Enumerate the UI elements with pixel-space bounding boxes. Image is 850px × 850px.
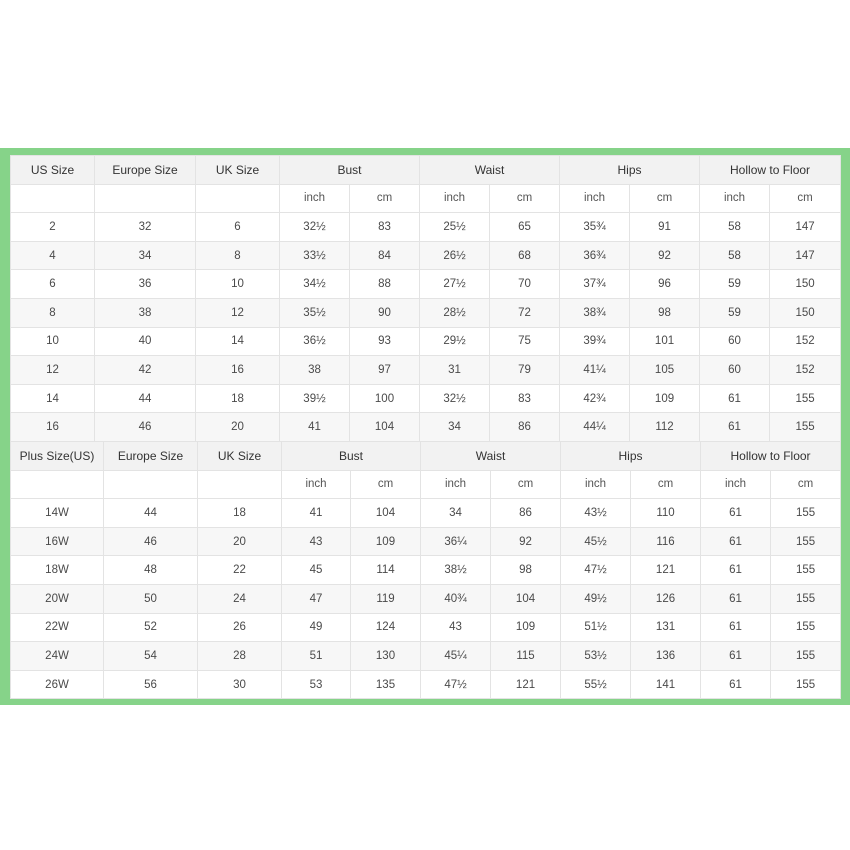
size-chart-panel [10,155,840,698]
table-row [11,327,841,356]
table-cell: 60 [700,327,770,356]
table-cell: 20 [198,527,282,556]
unit-label: inch [282,470,351,499]
table-cell: 34 [421,499,491,528]
column-header: Europe Size [104,442,198,471]
unit-label: inch [701,470,771,499]
table-cell: 59 [700,270,770,299]
table-row [11,584,841,613]
table-cell: 47½ [561,556,631,585]
table-cell: 42¾ [560,384,630,413]
table-cell: 34 [95,241,196,270]
table-cell: 155 [771,527,841,556]
table-cell: 155 [771,670,841,699]
empty-cell [104,470,198,499]
table-cell: 10 [196,270,280,299]
table-cell: 115 [491,642,561,671]
table-cell: 46 [95,413,196,442]
table-cell: 25½ [420,213,490,242]
unit-label: inch [561,470,631,499]
table-cell: 93 [350,327,420,356]
table-cell: 35½ [280,298,350,327]
table-cell: 50 [104,584,198,613]
table-cell: 45 [282,556,351,585]
table-cell: 65 [490,213,560,242]
size-chart-frame [0,148,850,705]
table-cell: 110 [631,499,701,528]
table-cell: 32½ [420,384,490,413]
table-cell: 105 [630,356,700,385]
table-cell: 34 [420,413,490,442]
table-cell: 38 [95,298,196,327]
table-cell: 37¾ [560,270,630,299]
table-cell: 61 [701,584,771,613]
table-cell: 39½ [280,384,350,413]
table-row [11,413,841,442]
table-cell: 18 [198,499,282,528]
table-cell: 29½ [420,327,490,356]
table-cell: 116 [631,527,701,556]
table-cell: 70 [490,270,560,299]
table-cell: 155 [771,556,841,585]
table-cell: 119 [351,584,421,613]
table-cell: 45½ [561,527,631,556]
empty-cell [196,184,280,213]
table-cell: 43 [421,613,491,642]
table-cell: 135 [351,670,421,699]
table-cell: 86 [490,413,560,442]
column-header: Hollow to Floor [701,442,841,471]
table-cell: 61 [700,384,770,413]
table-cell: 36¾ [560,241,630,270]
table-cell: 47 [282,584,351,613]
table-cell: 38½ [421,556,491,585]
table-cell: 39¾ [560,327,630,356]
table-cell: 41 [280,413,350,442]
table-cell: 14W [11,499,104,528]
table-cell: 36 [95,270,196,299]
table-cell: 14 [196,327,280,356]
table-cell: 98 [491,556,561,585]
table-cell: 91 [630,213,700,242]
column-header: UK Size [196,156,280,185]
table-cell: 52 [104,613,198,642]
table-cell: 147 [770,213,841,242]
table-cell: 20W [11,584,104,613]
table-cell: 109 [351,527,421,556]
unit-label: inch [560,184,630,213]
table-cell: 16 [11,413,95,442]
table-cell: 86 [491,499,561,528]
table-cell: 30 [198,670,282,699]
table-cell: 97 [350,356,420,385]
table-cell: 147 [770,241,841,270]
table-cell: 61 [700,413,770,442]
table-cell: 90 [350,298,420,327]
column-header: Hips [561,442,701,471]
table-cell: 84 [350,241,420,270]
table-cell: 44¼ [560,413,630,442]
table-cell: 53½ [561,642,631,671]
unit-label: cm [350,184,420,213]
empty-cell [198,470,282,499]
table-cell: 121 [491,670,561,699]
table-cell: 35¾ [560,213,630,242]
table-cell: 31 [420,356,490,385]
unit-label: cm [630,184,700,213]
column-header: Waist [420,156,560,185]
column-header: Waist [421,442,561,471]
column-header: Europe Size [95,156,196,185]
table-cell: 58 [700,241,770,270]
table-cell: 68 [490,241,560,270]
unit-label: cm [491,470,561,499]
table-cell: 61 [701,642,771,671]
table-cell: 75 [490,327,560,356]
column-header: Bust [282,442,421,471]
table-cell: 83 [350,213,420,242]
table-cell: 38 [280,356,350,385]
table-cell: 49½ [561,584,631,613]
table-cell: 32 [95,213,196,242]
table-cell: 46 [104,527,198,556]
table-cell: 36¼ [421,527,491,556]
unit-label: cm [770,184,841,213]
table-cell: 126 [631,584,701,613]
unit-label: cm [351,470,421,499]
table-row [11,298,841,327]
table-cell: 61 [701,527,771,556]
table-cell: 130 [351,642,421,671]
table-cell: 112 [630,413,700,442]
table-row [11,270,841,299]
table-row [11,499,841,528]
unit-row [11,470,841,499]
table-cell: 10 [11,327,95,356]
table-cell: 12 [196,298,280,327]
table-cell: 141 [631,670,701,699]
table-cell: 4 [11,241,95,270]
table-cell: 24W [11,642,104,671]
table-cell: 18W [11,556,104,585]
table-cell: 32½ [280,213,350,242]
table-cell: 16 [196,356,280,385]
us-size-table [10,155,841,442]
table-cell: 49 [282,613,351,642]
table-row [11,527,841,556]
table-row [11,384,841,413]
table-cell: 61 [701,556,771,585]
table-cell: 152 [770,327,841,356]
table-cell: 27½ [420,270,490,299]
column-header: Bust [280,156,420,185]
table-cell: 8 [196,241,280,270]
table-row [11,670,841,699]
table-cell: 41 [282,499,351,528]
table-cell: 33½ [280,241,350,270]
table-row [11,613,841,642]
table-cell: 22W [11,613,104,642]
unit-label: inch [420,184,490,213]
table-cell: 51½ [561,613,631,642]
table-cell: 155 [770,413,841,442]
table-cell: 79 [490,356,560,385]
table-cell: 152 [770,356,841,385]
table-cell: 2 [11,213,95,242]
table-cell: 88 [350,270,420,299]
table-cell: 98 [630,298,700,327]
table-cell: 60 [700,356,770,385]
table-cell: 41¼ [560,356,630,385]
table-cell: 28½ [420,298,490,327]
table-cell: 20 [196,413,280,442]
table-cell: 150 [770,270,841,299]
plus-size-table [10,441,841,699]
header-row [11,156,841,185]
table-cell: 26W [11,670,104,699]
table-row [11,241,841,270]
table-cell: 114 [351,556,421,585]
empty-cell [11,184,95,213]
table-row [11,556,841,585]
table-cell: 16W [11,527,104,556]
unit-label: cm [490,184,560,213]
empty-cell [95,184,196,213]
table-cell: 61 [701,499,771,528]
table-cell: 121 [631,556,701,585]
table-row [11,356,841,385]
unit-row [11,184,841,213]
table-cell: 100 [350,384,420,413]
table-cell: 59 [700,298,770,327]
table-cell: 109 [491,613,561,642]
table-cell: 8 [11,298,95,327]
table-cell: 6 [11,270,95,299]
table-cell: 14 [11,384,95,413]
table-cell: 12 [11,356,95,385]
table-cell: 155 [771,613,841,642]
table-cell: 92 [630,241,700,270]
table-cell: 28 [198,642,282,671]
table-cell: 45¼ [421,642,491,671]
table-cell: 155 [771,642,841,671]
unit-label: inch [700,184,770,213]
table-cell: 58 [700,213,770,242]
table-cell: 40¾ [421,584,491,613]
table-cell: 155 [771,499,841,528]
table-cell: 155 [771,584,841,613]
table-cell: 38¾ [560,298,630,327]
unit-label: cm [631,470,701,499]
table-cell: 48 [104,556,198,585]
table-cell: 36½ [280,327,350,356]
table-cell: 6 [196,213,280,242]
column-header: Hips [560,156,700,185]
table-cell: 55½ [561,670,631,699]
table-cell: 83 [490,384,560,413]
column-header: Plus Size(US) [11,442,104,471]
table-cell: 109 [630,384,700,413]
empty-cell [11,470,104,499]
table-cell: 44 [104,499,198,528]
table-cell: 96 [630,270,700,299]
table-cell: 72 [490,298,560,327]
table-cell: 136 [631,642,701,671]
table-cell: 150 [770,298,841,327]
table-cell: 104 [491,584,561,613]
table-cell: 43½ [561,499,631,528]
table-cell: 61 [701,613,771,642]
header-row [11,442,841,471]
table-cell: 54 [104,642,198,671]
table-cell: 26 [198,613,282,642]
table-cell: 18 [196,384,280,413]
table-cell: 53 [282,670,351,699]
table-cell: 43 [282,527,351,556]
table-cell: 155 [770,384,841,413]
unit-label: inch [280,184,350,213]
table-cell: 56 [104,670,198,699]
table-cell: 40 [95,327,196,356]
table-cell: 101 [630,327,700,356]
column-header: UK Size [198,442,282,471]
unit-label: cm [771,470,841,499]
column-header: US Size [11,156,95,185]
unit-label: inch [421,470,491,499]
table-cell: 51 [282,642,351,671]
table-cell: 44 [95,384,196,413]
table-cell: 34½ [280,270,350,299]
table-cell: 24 [198,584,282,613]
table-cell: 124 [351,613,421,642]
table-cell: 104 [351,499,421,528]
table-cell: 22 [198,556,282,585]
table-cell: 42 [95,356,196,385]
table-cell: 131 [631,613,701,642]
table-row [11,642,841,671]
column-header: Hollow to Floor [700,156,841,185]
table-cell: 47½ [421,670,491,699]
table-cell: 61 [701,670,771,699]
table-row [11,213,841,242]
table-cell: 92 [491,527,561,556]
table-cell: 104 [350,413,420,442]
table-cell: 26½ [420,241,490,270]
